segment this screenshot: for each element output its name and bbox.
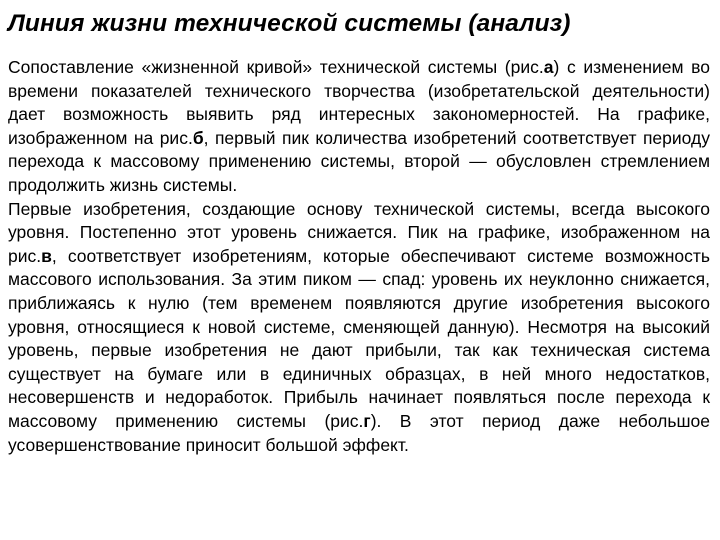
- paragraph2-text-2: , соответствует изобретениям, которые обеспечивают системе возможность массового использования. За этим пиком — спад: уровень их неуклонно снижается, приближаясь к нулю (тем временем появляются другие изобретения высокого уровня, относящиеся к новой системе, сменяющей данную). Несмотря на высокий уровень, первые изобретения не дают прибыли, так как техническая система существует на бумаге или в единичных образцах, в ней много недостатков, несовершенств и недоработок. Прибыль начинает появляться после перехода к массовому применению системы (рис.: [8, 245, 710, 431]
- slide-body: [8, 56, 710, 457]
- figure-ref-b: б: [192, 127, 204, 148]
- paragraph2-text-3: ). В этот период даже небольшое усовершенствование приносит большой эффект.: [8, 410, 710, 455]
- title-spacer: [8, 40, 710, 56]
- figure-ref-a: а: [543, 57, 554, 77]
- paragraph-life-curve: [8, 56, 710, 198]
- paragraph1-text-3: , первый пик количества изобретений соответствует периоду перехода к массовому применению системы, второй — обусловлен стремлением продолжить жизнь системы.: [8, 127, 710, 195]
- paragraph1-text-2: ) с изменением во времени показателей технического творчества (изобретательской деятельности) дает возможность выявить ряд интересных закономерностей. На графике, изображенном на рис.: [8, 57, 710, 148]
- figure-ref-v: в: [41, 245, 52, 266]
- paragraph1-text-1: Сопоставление «жизненной кривой» технической системы (рис.: [8, 57, 544, 77]
- figure-ref-g: г: [363, 410, 371, 431]
- paragraph-first-inventions: [8, 198, 710, 458]
- paragraph2-text-1: Первые изобретения, создающие основу технической системы, всегда высокого уровня. Постепенно этот уровень снижается. Пик на графике, изображенном на рис.: [8, 198, 710, 266]
- slide-title: Линия жизни технической системы (анализ): [8, 10, 571, 37]
